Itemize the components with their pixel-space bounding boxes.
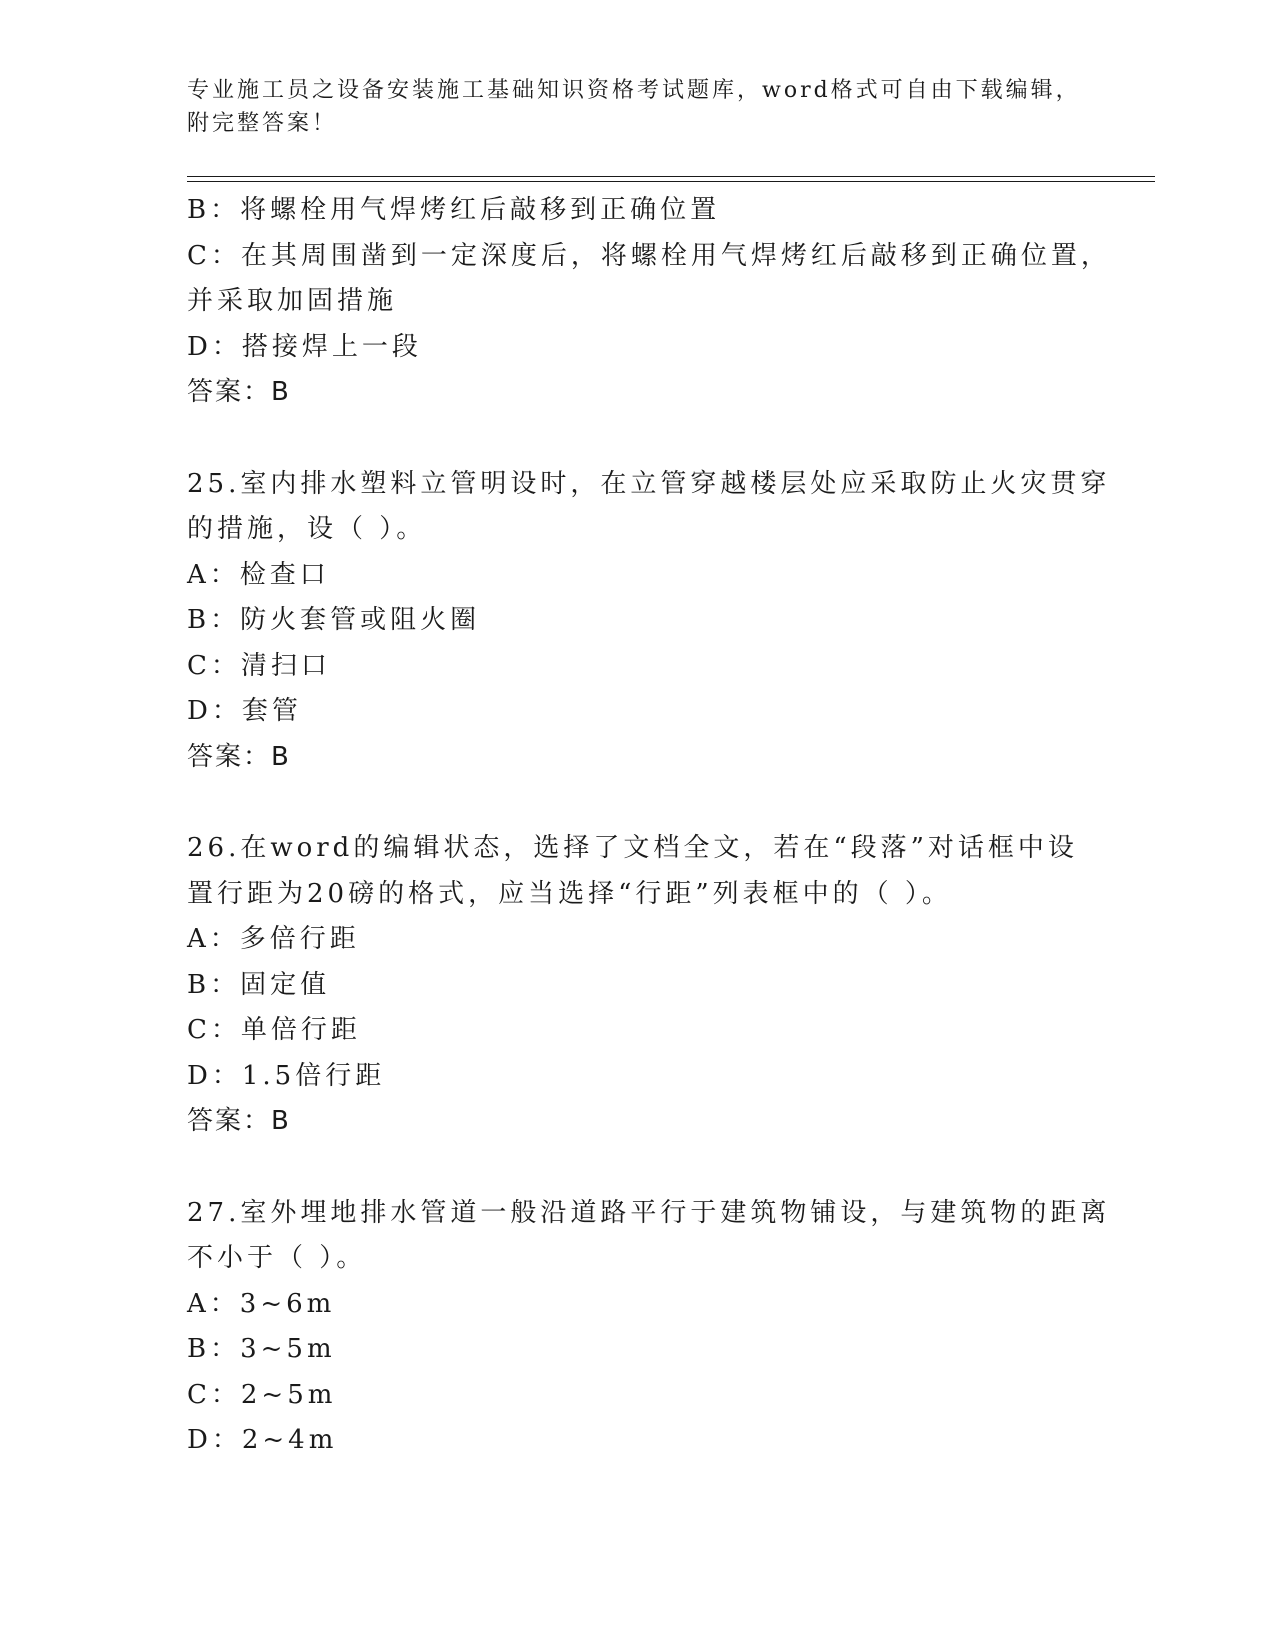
question-25-answer: 答案：B <box>187 741 291 772</box>
question-26-answer: 答案：B <box>187 1106 291 1136</box>
question-25 <box>187 462 1111 781</box>
question-24-option-b: B：将螺栓用气焊烤红后敲移到正确位置 <box>187 195 721 225</box>
question-25-stem-line-1: 25.室内排水塑料立管明设时，在立管穿越楼层处应采取防止火灾贯穿 <box>187 468 1111 499</box>
question-26-stem-line-1: 26.在word的编辑状态，选择了文档全文，若在“段落”对话框中设 <box>187 833 1078 863</box>
question-27-option-b: B：3~5m <box>187 1334 336 1364</box>
header-divider-top <box>187 176 1155 177</box>
question-26-option-a: A：多倍行距 <box>187 924 360 954</box>
question-25-stem-line-2: 的措施，设（ ）。 <box>187 514 427 544</box>
question-26-option-b: B：固定值 <box>187 969 331 1000</box>
header-divider-bottom <box>187 181 1155 182</box>
question-27-stem-line-2: 不小于（ ）。 <box>187 1243 367 1273</box>
question-25-option-c: C：清扫口 <box>187 650 331 681</box>
question-24-option-c-line-2: 并采取加固措施 <box>187 286 398 316</box>
question-25-option-b: B：防火套管或阻火圈 <box>187 605 481 635</box>
question-27-option-c: C：2~5m <box>187 1379 337 1410</box>
header-title-line-1: 专业施工员之设备安装施工基础知识资格考试题库，word格式可自由下载编辑， <box>187 78 1081 103</box>
question-24-tail <box>187 188 1111 416</box>
question-24-option-c-line-1: C：在其周围凿到一定深度后，将螺栓用气焊烤红后敲移到正确位置， <box>187 240 1111 271</box>
question-list <box>187 188 1111 1464</box>
question-spacer <box>187 1145 1067 1191</box>
question-24-option-d: D：搭接焊上一段 <box>187 331 422 362</box>
question-27-option-a: A：3~6m <box>187 1288 336 1319</box>
question-27 <box>187 1191 1111 1464</box>
question-27-option-d: D：2~4m <box>187 1425 338 1455</box>
question-26 <box>187 826 1078 1145</box>
question-26-stem-line-2: 置行距为20磅的格式，应当选择“行距”列表框中的（ ）。 <box>187 878 952 909</box>
question-26-option-d: D：1.5倍行距 <box>187 1060 386 1091</box>
question-spacer <box>187 416 1067 462</box>
question-26-option-c: C：单倍行距 <box>187 1015 361 1045</box>
document-header <box>187 74 1147 140</box>
question-25-option-d: D：套管 <box>187 696 302 726</box>
header-title-line-2: 附完整答案！ <box>187 111 338 136</box>
question-24-answer: 答案：B <box>187 377 291 407</box>
question-spacer <box>187 780 1067 826</box>
question-25-option-a: A：检查口 <box>187 559 330 590</box>
question-27-stem-line-1: 27.室外埋地排水管道一般沿道路平行于建筑物铺设，与建筑物的距离 <box>187 1197 1111 1228</box>
